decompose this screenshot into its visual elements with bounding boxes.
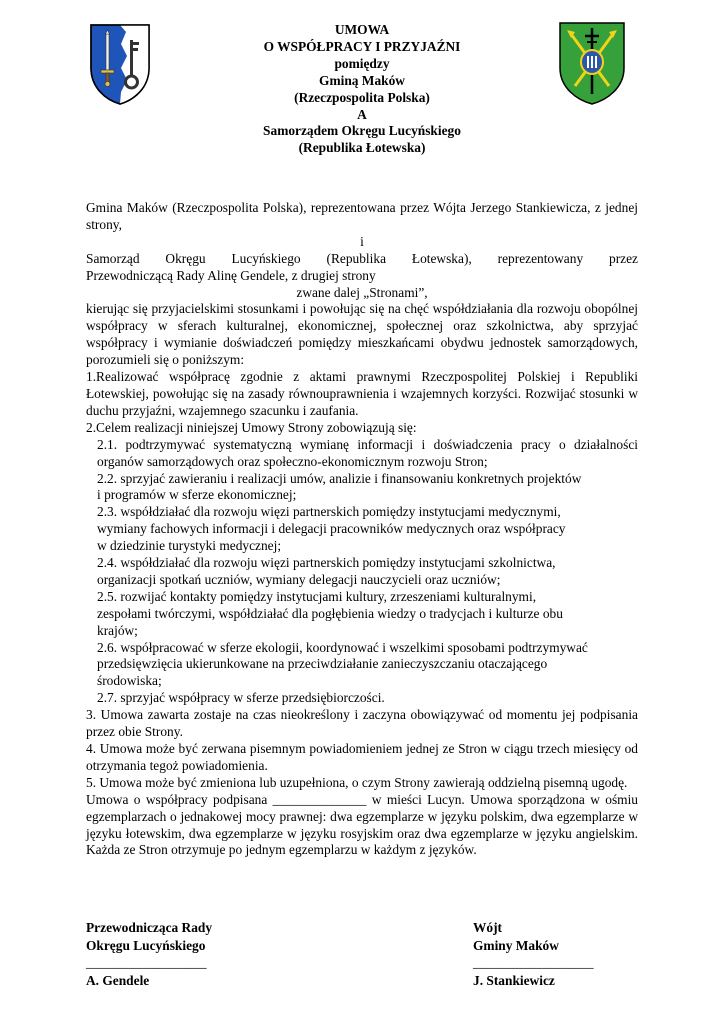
point-3: 3. Umowa zawarta zostaje na czas nieokreślony i zaczyna obowiązywać od momentu jej podpisania przez obie Strony.: [86, 707, 638, 740]
subpoint-2-1: 2.1. podtrzymywać systematyczną wymianę informacji i doświadczenia pracy o działalności organów samorządowych oraz społeczno-ekonomicznym rozwoju Stron;: [97, 436, 638, 469]
subpoint-2-5: 2.5. rozwijać kontakty pomiędzy instytucjami kultury, zrzeszeniami kulturalnymi,: [97, 588, 537, 604]
subpoint-2-4: 2.4. współdziałać dla rozwoju więzi partnerskich pomiędzy instytucjami szkolnictwa,: [97, 555, 556, 571]
signatory-name: A. Gendele: [86, 972, 150, 988]
subpoint-2-5: zespołami twórczymi, współdziałać dla pogłębienia wiedzy o tradycjach i kulturze obu: [97, 605, 563, 621]
signatory-name: J. Stankiewicz: [473, 972, 555, 988]
title-line: O WSPÓŁPRACY I PRZYJAŹNI: [263, 38, 461, 54]
point-5: 5. Umowa może być zmieniona lub uzupełniona, o czym Strony zawierają oddzielną pisemną ugodę.: [86, 774, 628, 790]
intro-party-2-line: Przewodniczącą Rady Alinę Gendele, z drugiej strony: [86, 267, 376, 283]
subpoint-2-2: 2.2. sprzyjać zawieraniu i realizacji umów, analizie i finansowaniu konkretnych projektów: [97, 470, 582, 486]
agreement-body: [86, 200, 638, 859]
subpoint-2-3: 2.3. współdziałać dla rozwoju więzi partnerskich pomiędzy instytucjami medycznymi,: [97, 504, 561, 520]
shield-crossed-tools-icon: [557, 20, 627, 106]
signature-block-left: [86, 919, 212, 989]
signature-line: __________________: [473, 955, 594, 970]
agreement-title: [200, 22, 524, 157]
subpoint-2-7: 2.7. sprzyjać współpracy w sferze przedsiębiorczości.: [97, 690, 385, 706]
title-line: (Rzeczpospolita Polska): [294, 89, 430, 105]
signatory-title: Wójt: [473, 920, 503, 935]
closing-paragraph: Umowa o współpracy podpisana ______________ w mieści Lucyn. Umowa sporządzona w ośmiu egzemplarzach o jednakowej mocy prawnej: dwa egzemplarze w języku polskim, dwa egzemplarze w języku łotewskim, dwa egzemplarze w języku rosyjskim oraz dwa egzemplarze w języku angielskim. Każda ze Stron otrzymuje po jednym egzemplarzu w każdym z języków.: [86, 791, 638, 858]
signatory-title: Przewodnicząca Rady: [86, 920, 213, 935]
title-line: UMOWA: [334, 22, 390, 37]
subpoint-2-5: krajów;: [97, 622, 138, 638]
subpoint-2-6: 2.6. współpracować w sferze ekologii, koordynować i wszelkimi sposobami podtrzymywać: [97, 639, 588, 655]
subpoint-2-3: w dziedzinie turystyki medycznej;: [97, 538, 282, 554]
title-line: pomiędzy: [334, 55, 390, 71]
preamble: kierując się przyjacielskimi stosunkami i powołując się na chęć współdziałania dla rozwoju obopólnej współpracy w sferach kulturalnej, ekonomicznej, społecznej oraz szkolnictwa, aby sprzyjać współpracy i wymianie doświadczeń pomiędzy mieszkańcami obydwu jednostek samorządowych, porozumieli się o poniższym:: [86, 301, 638, 368]
point-4: 4. Umowa może być zerwana pisemnym powiadomieniem jednej ze Stron w ciągu trzech miesięcy od otrzymania tegoż powiadomienia.: [86, 741, 638, 773]
subpoint-2-6: przedsięwzięcia ukierunkowane na przeciwdziałanie zanieczyszczaniu otaczającego: [97, 656, 548, 672]
signature-line: __________________: [86, 955, 207, 970]
subpoint-2-6: środowiska;: [97, 673, 162, 689]
signatory-title: Gminy Maków: [473, 937, 559, 953]
parties-definition: zwane dalej „Stronami”,: [296, 284, 428, 300]
conjunction: i: [360, 233, 364, 249]
subpoint-2-2: i programów w sferze ekonomicznej;: [97, 487, 297, 503]
signature-block-right: [473, 919, 594, 989]
shield-sword-key-icon: [88, 22, 152, 106]
intro-party-2-line: Samorząd Okręgu Lucyńskiego (Republika Łotewska), reprezentowany przez: [86, 250, 638, 266]
title-line: (Republika Łotewska): [298, 140, 426, 156]
title-line: A: [357, 106, 367, 122]
title-line: Gminą Maków: [319, 72, 405, 88]
signatory-title: Okręgu Lucyńskiego: [86, 937, 206, 953]
point-2: 2.Celem realizacji niniejszej Umowy Strony zobowiązują się:: [86, 419, 417, 435]
intro-party-1: Gmina Maków (Rzeczpospolita Polska), reprezentowana przez Wójta Jerzego Stankiewicza, z jednej strony,: [86, 200, 638, 232]
point-1: 1.Realizować współpracę zgodnie z aktami prawnymi Rzeczpospolitej Polskiej i Republiki Łotewskiej, powołując się na zasady równouprawnienia i wzajemnych korzyści. Rozwijać stosunki w duchu przyjaźni, wzajemnego szacunku i zaufania.: [86, 369, 638, 418]
subpoint-2-4: organizacji spotkań uczniów, wymiany delegacji nauczycieli oraz uczniów;: [97, 571, 501, 587]
title-line: Samorządem Okręgu Lucyńskiego: [263, 123, 461, 139]
subpoint-2-3: wymiany fachowych informacji i delegacji pracowników medycznych oraz współpracy: [97, 521, 566, 537]
